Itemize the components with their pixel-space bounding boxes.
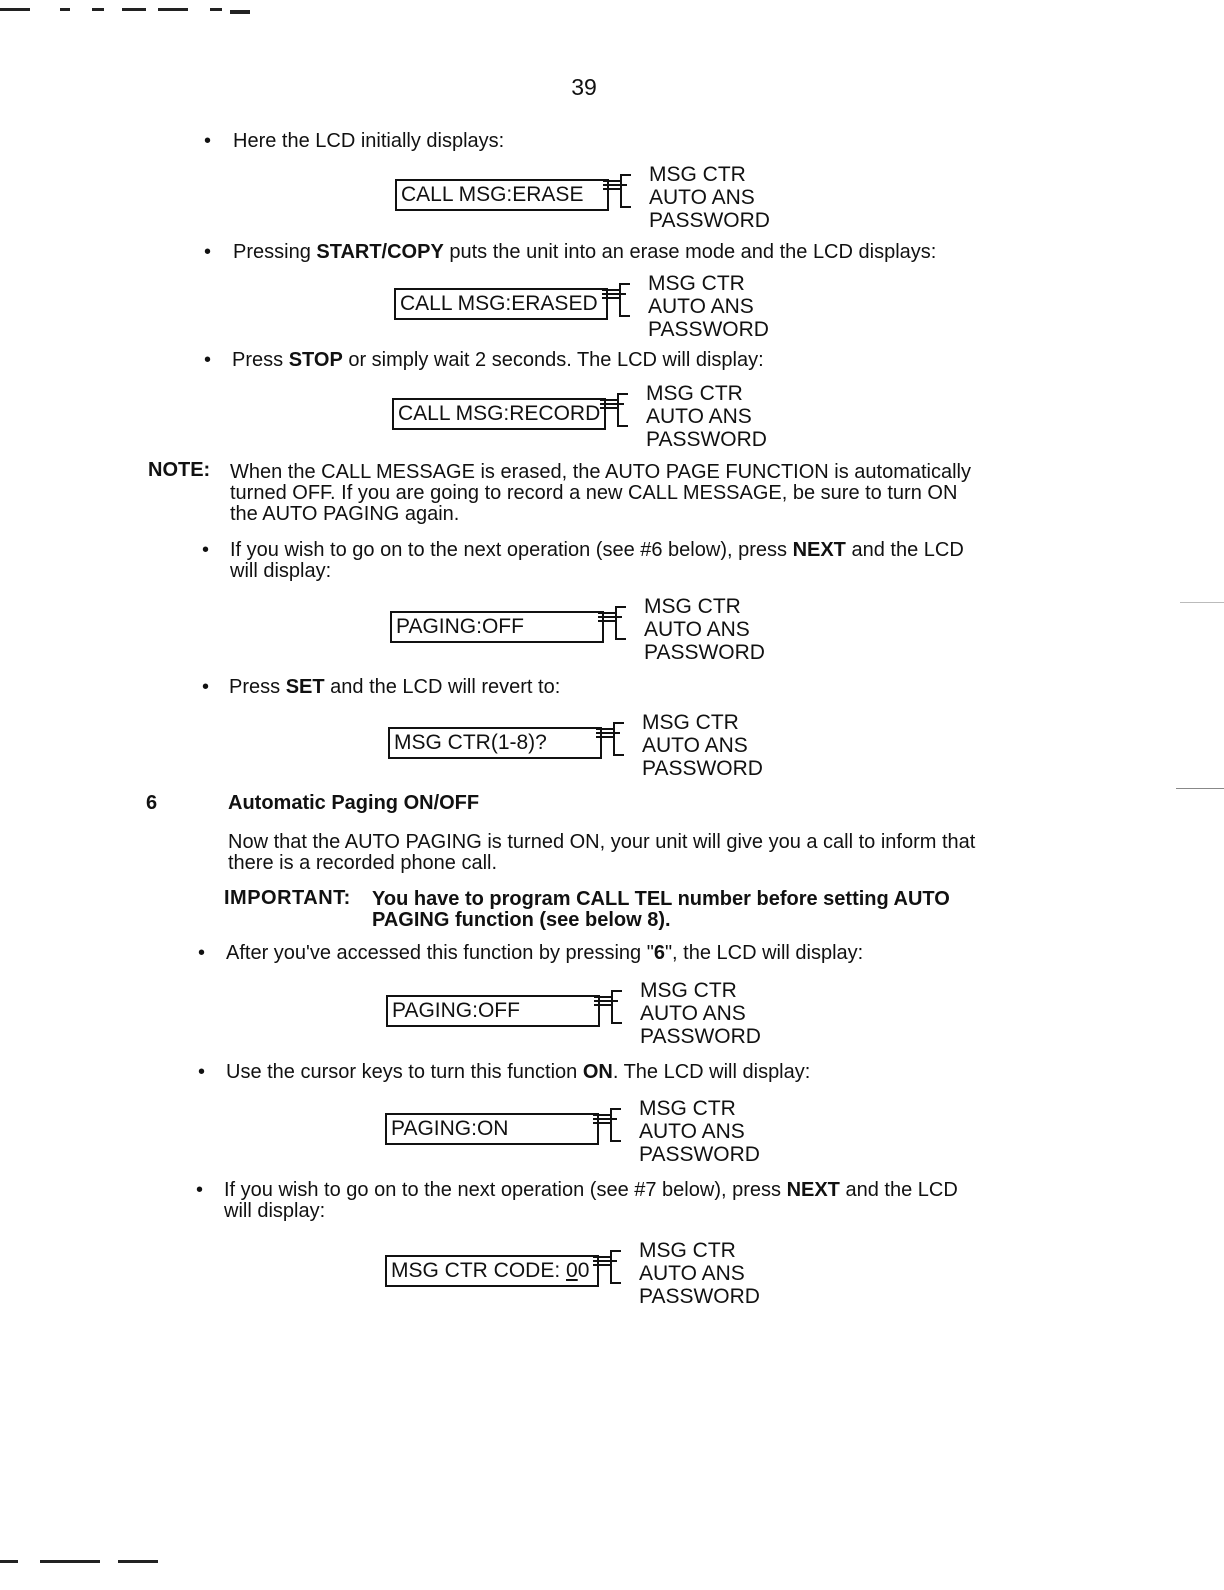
lcd-option-msg-ctr: MSG CTR — [640, 979, 737, 1002]
section-number: 6 — [146, 792, 158, 814]
lcd-screen-text: CALL MSG:ERASE — [395, 179, 609, 211]
scan-mark-top — [158, 8, 188, 11]
lcd-screen-text: MSG CTR CODE: 00 — [385, 1255, 599, 1287]
bullet-icon: • — [204, 130, 212, 152]
scan-mark-top — [230, 10, 250, 14]
bullet-icon: • — [202, 539, 210, 561]
page-number: 39 — [571, 74, 597, 100]
lcd-option-msg-ctr: MSG CTR — [642, 711, 739, 734]
lcd-option-auto-ans: AUTO ANS — [642, 734, 748, 757]
lcd-option-msg-ctr: MSG CTR — [644, 595, 741, 618]
lcd-option-msg-ctr: MSG CTR — [648, 272, 745, 295]
margin-line — [1176, 788, 1224, 789]
lcd-option-password: PASSWORD — [644, 641, 765, 664]
lcd-option-auto-ans: AUTO ANS — [648, 295, 754, 318]
scan-mark-bottom — [40, 1560, 100, 1563]
bullet-icon: • — [204, 241, 212, 263]
lcd-screen-text: PAGING:OFF — [386, 995, 600, 1027]
scan-mark-top — [210, 8, 222, 11]
lcd-option-msg-ctr: MSG CTR — [639, 1239, 736, 1262]
bullet-icon: • — [198, 942, 206, 964]
note-line: the AUTO PAGING again. — [230, 503, 460, 525]
note-label: NOTE: — [148, 459, 211, 481]
lcd-option-auto-ans: AUTO ANS — [644, 618, 750, 641]
scan-mark-top — [92, 8, 104, 11]
scan-mark-top — [60, 8, 70, 11]
bullet-icon: • — [196, 1179, 204, 1201]
lcd-option-password: PASSWORD — [646, 428, 767, 451]
scan-mark-top — [0, 8, 30, 11]
lcd-screen-text: PAGING:OFF — [390, 611, 604, 643]
lcd-option-password: PASSWORD — [649, 209, 770, 232]
lcd-screen-text: MSG CTR(1-8)? — [388, 727, 602, 759]
lcd-option-password: PASSWORD — [639, 1143, 760, 1166]
scan-mark-top — [122, 8, 146, 11]
lcd-screen-text: PAGING:ON — [385, 1113, 599, 1145]
scan-mark-bottom — [0, 1560, 18, 1563]
lcd-option-password: PASSWORD — [639, 1285, 760, 1308]
bullet-icon: • — [198, 1061, 206, 1083]
margin-line — [1180, 602, 1224, 603]
lcd-option-msg-ctr: MSG CTR — [646, 382, 743, 405]
lcd-screen-text: CALL MSG:RECORD — [392, 398, 606, 430]
lcd-option-msg-ctr: MSG CTR — [649, 163, 746, 186]
note-line: turned OFF. If you are going to record a new CALL MESSAGE, be sure to turn ON — [230, 482, 958, 504]
lcd-option-password: PASSWORD — [648, 318, 769, 341]
scan-mark-bottom — [118, 1560, 158, 1563]
lcd-option-msg-ctr: MSG CTR — [639, 1097, 736, 1120]
lcd-option-auto-ans: AUTO ANS — [639, 1262, 745, 1285]
section-paragraph: Now that the AUTO PAGING is turned ON, your unit will give you a call to inform that there is a recorded phone call. — [228, 831, 976, 874]
bullet-icon: • — [202, 676, 210, 698]
lcd-option-auto-ans: AUTO ANS — [640, 1002, 746, 1025]
important-label: IMPORTANT: — [224, 887, 351, 909]
lcd-option-password: PASSWORD — [640, 1025, 761, 1048]
lcd-screen-text: CALL MSG:ERASED — [394, 288, 608, 320]
note-line: When the CALL MESSAGE is erased, the AUTO PAGE FUNCTION is automatically — [230, 461, 971, 483]
section-title: Automatic Paging ON/OFF — [228, 792, 480, 814]
lcd-option-auto-ans: AUTO ANS — [649, 186, 755, 209]
bullet-icon: • — [204, 349, 212, 371]
lcd-option-auto-ans: AUTO ANS — [639, 1120, 745, 1143]
lcd-option-password: PASSWORD — [642, 757, 763, 780]
lcd-option-auto-ans: AUTO ANS — [646, 405, 752, 428]
